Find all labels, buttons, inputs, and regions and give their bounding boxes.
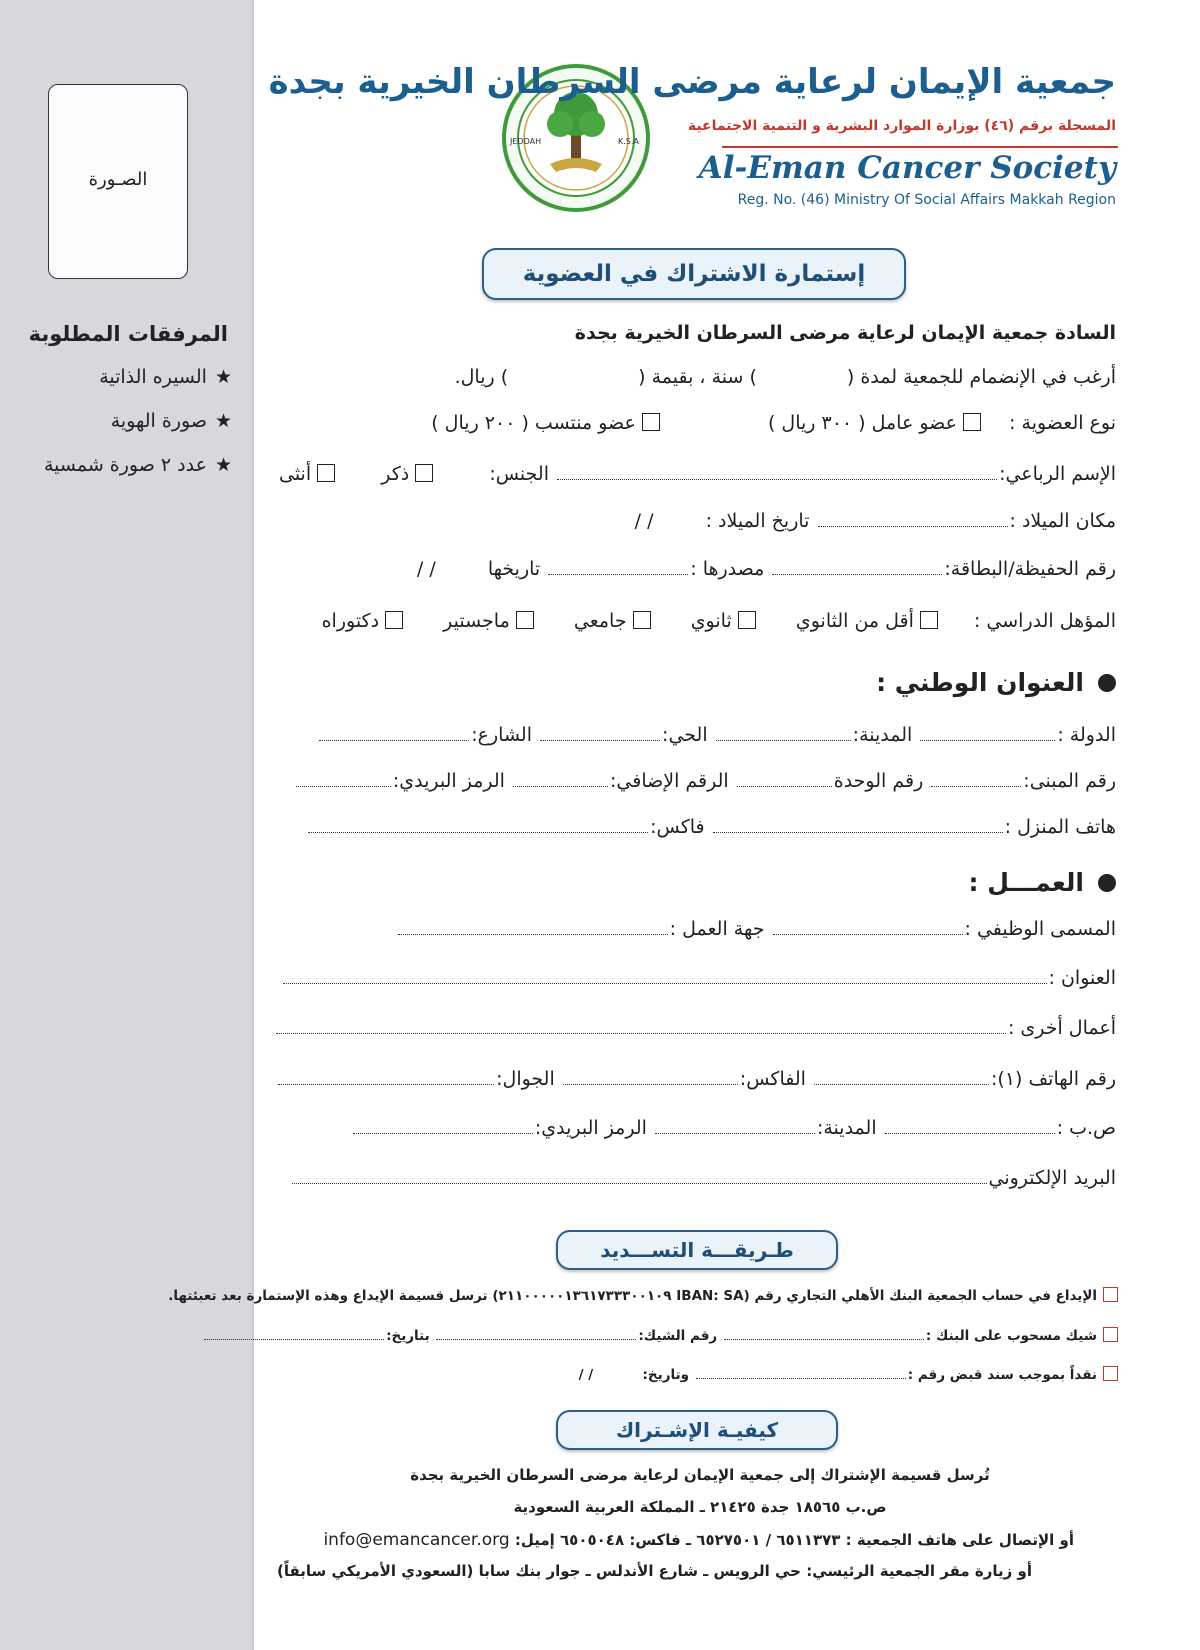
star-icon: ★ bbox=[214, 454, 232, 476]
education-secondary-checkbox[interactable] bbox=[738, 611, 756, 629]
work-phone-field[interactable] bbox=[814, 1083, 989, 1085]
country-field[interactable] bbox=[920, 739, 1055, 741]
work-city-field[interactable] bbox=[655, 1132, 815, 1134]
city-field[interactable] bbox=[716, 739, 851, 741]
cheque-number-field[interactable] bbox=[436, 1338, 636, 1340]
education-below-secondary-checkbox[interactable] bbox=[920, 611, 938, 629]
email-field[interactable] bbox=[292, 1182, 987, 1184]
cheque-checkbox[interactable] bbox=[1103, 1327, 1118, 1342]
attachment-item: ★صورة الهوية bbox=[110, 410, 232, 432]
payment-cheque: شيك مسحوب على البنك : رقم الشيك: بتاريخ: bbox=[202, 1327, 1124, 1344]
receipt-number-field[interactable] bbox=[696, 1377, 906, 1379]
id-source-field[interactable] bbox=[548, 573, 688, 575]
work-row-4: رقم الهاتف (١): الفاكس: الجوال: bbox=[276, 1068, 1116, 1090]
id-date-slashes[interactable]: / / bbox=[416, 558, 436, 580]
postal-code-field[interactable] bbox=[296, 785, 391, 787]
address-row-3: هاتف المنزل : فاكس: bbox=[306, 816, 1116, 838]
district-field[interactable] bbox=[540, 739, 660, 741]
birth-place-field[interactable] bbox=[818, 525, 1008, 527]
education-doctorate-checkbox[interactable] bbox=[385, 611, 403, 629]
cheque-bank-field[interactable] bbox=[724, 1338, 924, 1340]
payment-cash: نقداً بموجب سند قبض رقم : وتاريخ: / / bbox=[579, 1366, 1124, 1383]
header-divider bbox=[722, 146, 1118, 148]
subscription-line-2: ص.ب ١٨٥٦٥ جدة ٢١٤٢٥ ـ المملكة العربية السعودية bbox=[513, 1498, 887, 1516]
education-masters-checkbox[interactable] bbox=[516, 611, 534, 629]
payment-heading: طـريقـــة التســـديد bbox=[556, 1230, 838, 1270]
membership-type-row: نوع العضوية : عضو عامل ( ٣٠٠ ريال ) عضو منتسب ( ٢٠٠ ريال ) bbox=[431, 412, 1116, 434]
work-row-2: العنوان : bbox=[281, 967, 1116, 989]
attachments-title: المرفقات المطلوبة bbox=[28, 322, 228, 346]
education-university-checkbox[interactable] bbox=[633, 611, 651, 629]
national-address-heading: العنوان الوطني : bbox=[876, 668, 1116, 697]
education-row: المؤهل الدراسي : أقل من الثانوي ثانوي جامعي ماجستير دكتوراه bbox=[321, 610, 1116, 632]
cash-date-slashes[interactable]: / / bbox=[578, 1367, 594, 1383]
subscription-line-4: أو زيارة مقر الجمعية الرئيسي: حي الرويس ـ شارع الأندلس ـ جوار بنك سابا (السعودي الأمريكي سابقاً) bbox=[277, 1562, 1032, 1580]
street-field[interactable] bbox=[319, 739, 469, 741]
work-row-1: المسمى الوظيفي : جهة العمل : bbox=[396, 918, 1116, 940]
subscription-heading: كيفيـة الإشـتراك bbox=[556, 1410, 838, 1450]
female-checkbox[interactable] bbox=[317, 464, 335, 482]
work-row-5: ص.ب : المدينة: الرمز البريدي: bbox=[351, 1117, 1116, 1139]
working-member-checkbox[interactable] bbox=[963, 413, 981, 431]
attachment-item: ★عدد ٢ صورة شمسية bbox=[43, 454, 232, 476]
contact-email[interactable]: info@emancancer.org bbox=[323, 1530, 510, 1550]
work-row-3: أعمال أخرى : bbox=[274, 1017, 1116, 1039]
attachment-item: ★السيره الذاتية bbox=[99, 366, 232, 388]
intro-line: أرغب في الإنضمام للجمعية لمدة () سنة ، بقيمة () ريال. bbox=[454, 366, 1116, 388]
subscription-line-1: تُرسل قسيمة الإشتراك إلى جمعية الإيمان لرعاية مرضى السرطان الخيرية بجدة bbox=[410, 1466, 990, 1484]
logo-country: K.S.A bbox=[618, 137, 639, 146]
other-jobs-field[interactable] bbox=[276, 1032, 1006, 1034]
work-fax-field[interactable] bbox=[563, 1083, 738, 1085]
photo-box bbox=[48, 84, 188, 279]
address-row-1: الدولة : المدينة: الحي: الشارع: bbox=[317, 724, 1116, 746]
society-english-name: Al-Eman Cancer Society bbox=[698, 150, 1116, 186]
logo-city: JEDDAH bbox=[510, 137, 542, 146]
full-name-field[interactable] bbox=[557, 478, 997, 480]
work-address-field[interactable] bbox=[283, 982, 1047, 984]
id-number-field[interactable] bbox=[772, 573, 942, 575]
home-phone-field[interactable] bbox=[713, 831, 1003, 833]
photo-label: الصـورة bbox=[88, 169, 148, 190]
star-icon: ★ bbox=[214, 410, 232, 432]
subscription-line-3: أو الإتصال على هاتف الجمعية : ٦٥١١٣٧٣ / ٦٥٢٧٥٠١ ـ فاكس: ٦٥٠٥٠٤٨ إميل: info@emancancer.org bbox=[323, 1530, 1074, 1550]
cash-checkbox[interactable] bbox=[1103, 1366, 1118, 1381]
society-arabic-name: جمعية الإيمان لرعاية مرضى السرطان الخيرية بجدة bbox=[268, 62, 1116, 102]
form-title: إستمارة الاشتراك في العضوية bbox=[482, 248, 906, 300]
additional-number-field[interactable] bbox=[513, 785, 608, 787]
birth-row: مكان الميلاد : تاريخ الميلاد : / / bbox=[634, 510, 1116, 532]
affiliate-member-checkbox[interactable] bbox=[642, 413, 660, 431]
male-checkbox[interactable] bbox=[415, 464, 433, 482]
star-icon: ★ bbox=[214, 366, 232, 388]
mobile-field[interactable] bbox=[278, 1083, 494, 1085]
work-row-6: البريد الإلكتروني bbox=[290, 1167, 1117, 1189]
cheque-date-field[interactable] bbox=[204, 1338, 384, 1340]
bullet-icon bbox=[1098, 674, 1116, 692]
pobox-field[interactable] bbox=[885, 1132, 1055, 1134]
work-heading: العمـــل : bbox=[969, 868, 1116, 897]
addressee: السادة جمعية الإيمان لرعاية مرضى السرطان الخيرية بجدة bbox=[574, 322, 1116, 344]
payment-deposit: الإيداع في حساب الجمعية البنك الأهلي التجاري رقم (IBAN: SA ٢١١٠٠٠٠٠١٣٦١٧٣٣٣٠٠١٠٩) ترسل قسيمة الإيداع وهذه الإستمارة بعد تعبئتها. bbox=[168, 1287, 1124, 1304]
sidebar-divider bbox=[252, 0, 254, 1650]
id-row: رقم الحفيظة/البطاقة: مصدرها : تاريخها / / bbox=[416, 558, 1116, 580]
deposit-checkbox[interactable] bbox=[1103, 1287, 1118, 1302]
full-name-row: الإسم الرباعي: الجنس: ذكر أنثى bbox=[278, 463, 1116, 485]
employer-field[interactable] bbox=[398, 933, 668, 935]
work-postal-field[interactable] bbox=[353, 1132, 533, 1134]
job-title-field[interactable] bbox=[773, 933, 963, 935]
building-field[interactable] bbox=[931, 785, 1021, 787]
address-row-2: رقم المبنى: رقم الوحدة الرقم الإضافي: الرمز البريدي: bbox=[294, 770, 1116, 792]
bullet-icon bbox=[1098, 874, 1116, 892]
fax-field[interactable] bbox=[308, 831, 648, 833]
unit-field[interactable] bbox=[737, 785, 832, 787]
birth-date-slashes[interactable]: / / bbox=[634, 510, 654, 532]
society-english-registration: Reg. No. (46) Ministry Of Social Affairs Makkah Region bbox=[737, 192, 1116, 208]
society-arabic-registration: المسجلة برقم (٤٦) بوزارة الموارد البشرية و التنمية الاجتماعية bbox=[687, 118, 1116, 134]
